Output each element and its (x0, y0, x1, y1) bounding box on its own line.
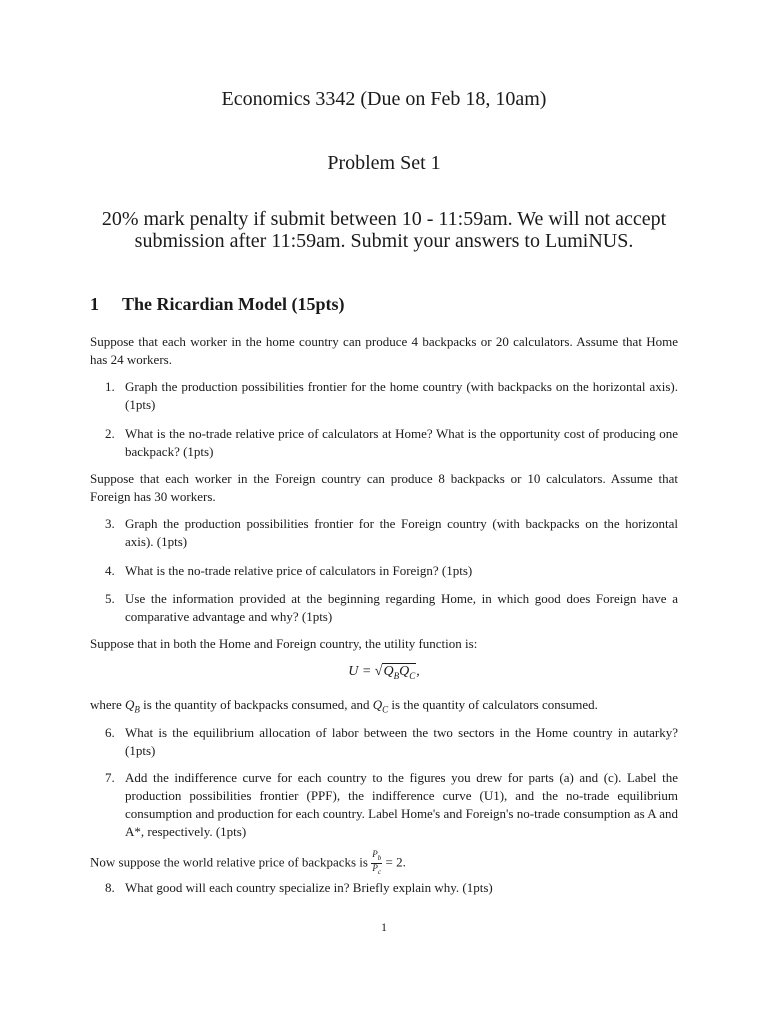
question-number: 7. (105, 770, 115, 785)
world-price-paragraph: Now suppose the world relative price of backpacks is $\frac{P_b}{P_c} = 2$. (90, 849, 406, 876)
question-item (105, 590, 678, 626)
question-number: 4. (105, 563, 115, 578)
section-heading (90, 294, 345, 315)
equation-lhs: U = (348, 664, 372, 679)
utility-equation: $U = √Q_BQ_C$, (348, 664, 420, 681)
utility-definition-paragraph: where $Q_B$ is the quantity of backpacks consumed, and $Q_C$ is the quantity of calculators consumed. (90, 697, 598, 715)
question-text: Add the indifference curve for each country to the figures you drew for parts (a) and (c). Label the production possibilities frontier (PPF), the indifference curve (U1), and the no-trade equilibrium consumption and production for each country. Label Home's and Foreign's no-trade consumption as A and A*, respectively. (1pts) (125, 770, 678, 839)
question-item (105, 562, 678, 580)
late-penalty-notice: 20% mark penalty if submit between 10 - 11:59am. We will not accept submission after 11:59am. Submit your answers to LumiNUS. (101, 208, 667, 252)
question-number: 6. (105, 725, 115, 740)
question-item (105, 425, 678, 461)
question-text: What is the equilibrium allocation of labor between the two sectors in the Home country in autarky? (1pts) (125, 725, 678, 758)
question-text: Graph the production possibilities frontier for the Foreign country (with backpacks on the horizontal axis). (1pts) (125, 516, 678, 549)
question-number: 5. (105, 591, 115, 606)
question-number: 2. (105, 426, 115, 441)
foreign-assumption-paragraph: Suppose that each worker in the Foreign country can produce 8 backpacks or 10 calculators. Assume that Foreign has 30 workers. (90, 471, 678, 504)
question-item (105, 724, 678, 760)
question-item (105, 515, 678, 551)
question-number: 8. (105, 880, 115, 895)
home-assumption-paragraph: Suppose that each worker in the home country can produce 4 backpacks or 20 calculators. Assume that Home has 24 workers. (90, 334, 678, 367)
question-text: Graph the production possibilities frontier for the home country (with backpacks on the horizontal axis). (1pts) (125, 379, 678, 412)
question-text: What is the no-trade relative price of calculators at Home? What is the opportunity cost of producing one backpack? (1pts) (125, 426, 678, 459)
section-title: The Ricardian Model (15pts) (122, 294, 345, 314)
section-number: 1 (90, 294, 99, 314)
page-number: 1 (381, 920, 387, 934)
sqrt-sign: √ (374, 664, 383, 679)
question-number: 3. (105, 516, 115, 531)
document-title: Economics 3342 (Due on Feb 18, 10am) (221, 88, 547, 110)
equation-radicand: $Q_BQ_C$ (383, 664, 416, 681)
question-item (105, 879, 678, 897)
utility-intro-paragraph: Suppose that in both the Home and Foreign country, the utility function is: (90, 636, 478, 651)
price-ratio-fraction: $\frac{P_b}{P_c}$ (372, 849, 382, 876)
question-text: Use the information provided at the beginning regarding Home, in which good does Foreign have a comparative advantage and why? (1pts) (125, 591, 678, 624)
document-subtitle: Problem Set 1 (327, 152, 441, 174)
question-number: 1. (105, 379, 115, 394)
question-text: What good will each country specialize in? Briefly explain why. (1pts) (125, 880, 493, 895)
question-item (105, 769, 678, 841)
question-text: What is the no-trade relative price of calculators in Foreign? (1pts) (125, 563, 473, 578)
question-item (105, 378, 678, 414)
